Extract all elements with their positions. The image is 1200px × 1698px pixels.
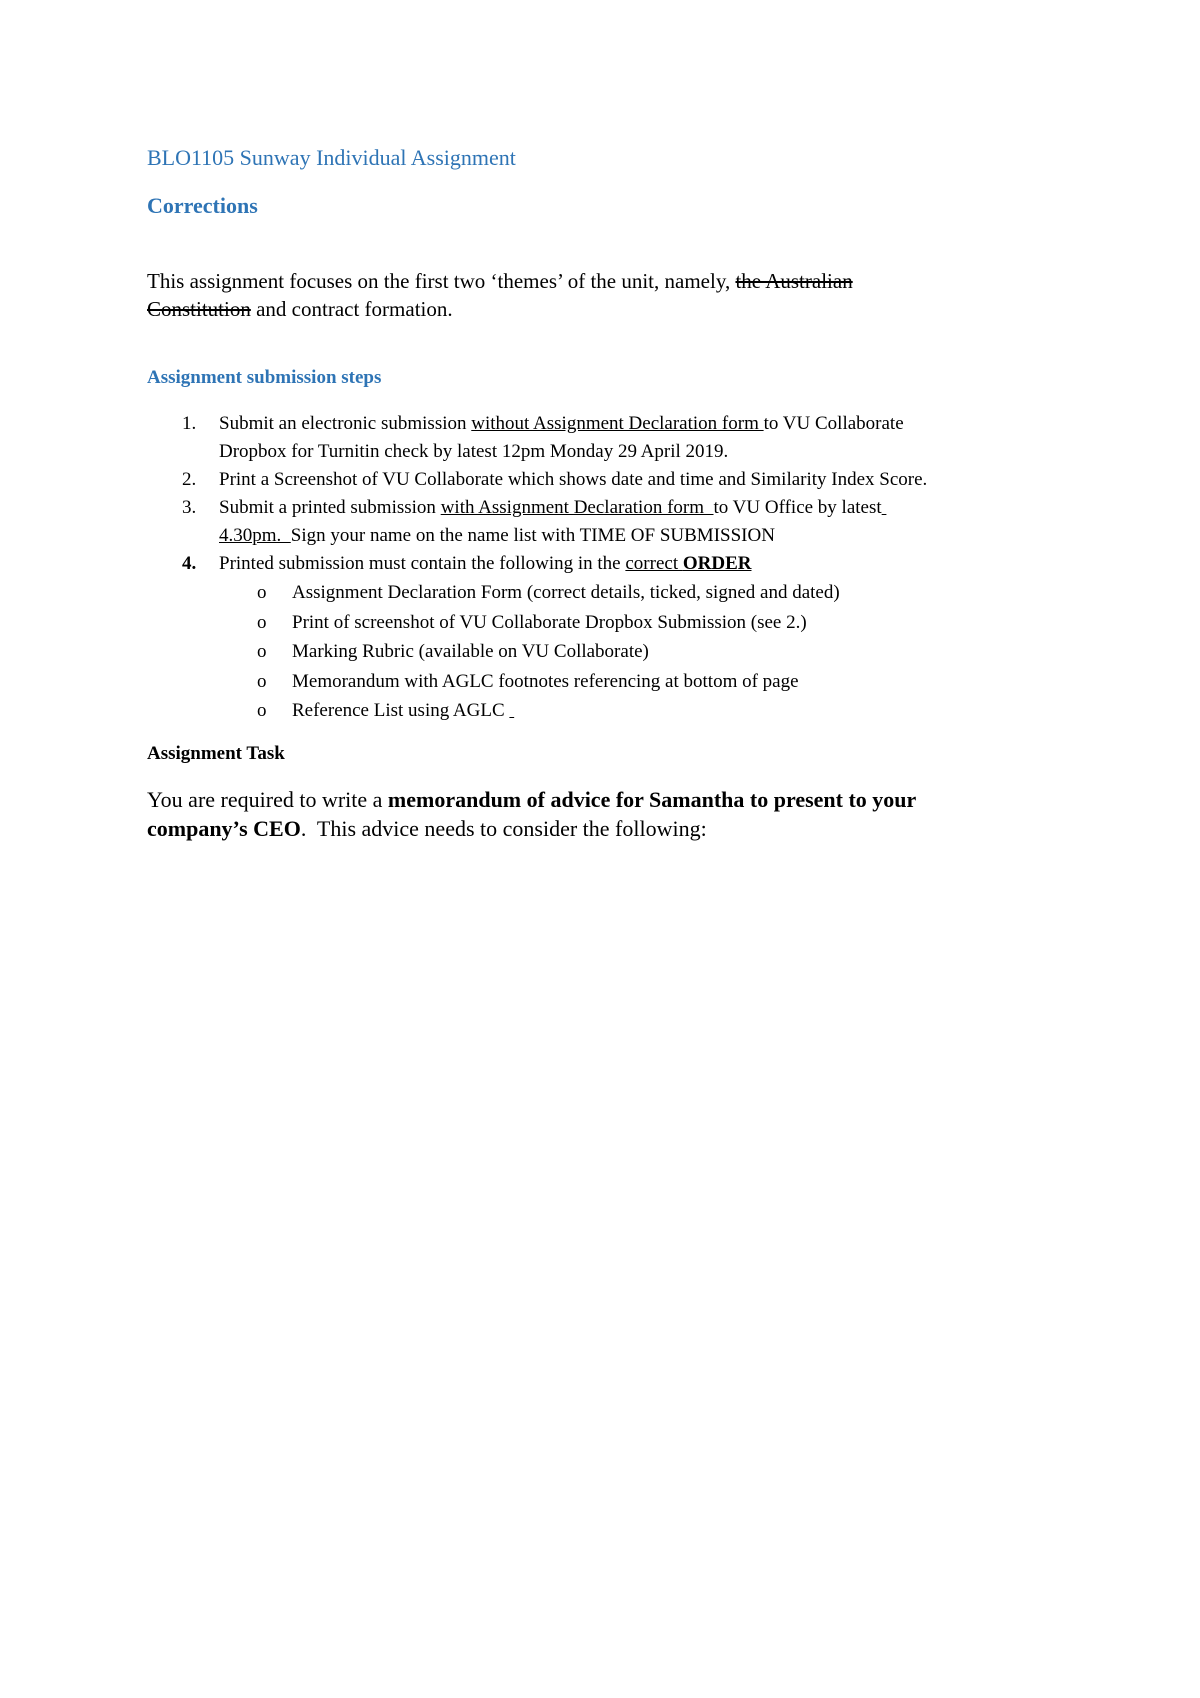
intro-text-2: and contract formation. — [250, 297, 453, 321]
sub-list-item — [147, 608, 1107, 638]
task-bold-text: company’s CEO — [147, 816, 301, 841]
task-line-2 — [147, 814, 1087, 843]
step-number: 4. — [182, 553, 197, 574]
step-number: 3. — [182, 497, 197, 518]
step-3 — [147, 494, 1107, 550]
assignment-task-heading: Assignment Task — [147, 743, 285, 764]
intro-text-1: This assignment focuses on the first two ‘themes’ of the unit, namely, — [147, 269, 736, 293]
step-2 — [147, 466, 1107, 494]
step-1-line-2: Dropbox for Turnitin check by latest 12pm Monday 29 April 2019. — [219, 441, 729, 462]
order-sub-list — [147, 578, 1107, 726]
circle-bullet-icon: o — [257, 641, 267, 662]
sub-list-item-text: Print of screenshot of VU Collaborate Dropbox Submission (see 2.) — [292, 611, 807, 633]
submission-steps-heading: Assignment submission steps — [147, 367, 382, 388]
task-text: . This advice needs to consider the following: — [300, 816, 707, 841]
intro-strikethrough-1: the Australian — [735, 269, 853, 293]
step-3-line-2 — [219, 522, 1107, 550]
circle-bullet-icon: o — [257, 670, 267, 692]
assignment-task-paragraph — [147, 785, 1087, 843]
step-underlined-time: 4.30pm. — [219, 525, 291, 546]
sub-list-item-text: Memorandum with AGLC footnotes referencing at bottom of page — [292, 670, 799, 692]
submission-steps-list — [147, 410, 1107, 726]
step-1-line-1 — [219, 410, 1107, 438]
circle-bullet-icon: o — [257, 582, 267, 603]
intro-line-2 — [147, 295, 1087, 323]
sub-list-item-text: Marking Rubric (available on VU Collaborate) — [292, 641, 649, 662]
step-text: Submit an electronic submission — [219, 413, 472, 434]
corrections-heading: Corrections — [147, 193, 258, 218]
step-number: 2. — [182, 469, 197, 490]
sub-list-item — [147, 578, 1107, 608]
task-bold-text: memorandum of advice for Samantha to present to your — [387, 787, 917, 812]
step-text: Printed submission must contain the following in the — [219, 553, 626, 574]
step-1 — [147, 410, 1107, 466]
sub-list-item — [147, 637, 1107, 667]
step-text: to VU Collaborate — [763, 413, 904, 434]
sub-list-item — [147, 667, 1107, 697]
step-number: 1. — [182, 413, 197, 434]
task-line-1 — [147, 785, 1087, 814]
step-underlined-text: correct — [625, 553, 683, 574]
step-3-line-1 — [219, 494, 1107, 522]
circle-bullet-icon: o — [257, 700, 267, 721]
document-title: BLO1105 Sunway Individual Assignment — [147, 145, 516, 170]
task-text: You are required to write a — [147, 787, 388, 812]
sub-list-item — [147, 696, 1107, 726]
step-text: Submit a printed submission — [219, 497, 441, 518]
step-underlined-text: with Assignment Declaration form — [440, 497, 714, 518]
intro-line-1 — [147, 267, 1087, 295]
step-bold-underlined-text: ORDER — [682, 553, 752, 574]
step-text: to VU Office by latest — [713, 497, 882, 518]
step-4 — [147, 550, 1107, 578]
sub-list-item-text: Reference List using AGLC — [292, 700, 510, 721]
intro-strikethrough-2: Constitution — [147, 297, 251, 321]
sub-list-item-underlined-space — [509, 700, 514, 721]
intro-paragraph — [147, 267, 1087, 323]
step-underlined-space — [882, 497, 887, 518]
sub-list-item-text: Assignment Declaration Form (correct details, ticked, signed and dated) — [292, 582, 840, 603]
circle-bullet-icon: o — [257, 611, 267, 633]
step-underlined-text: without Assignment Declaration form — [471, 413, 764, 434]
step-text: Sign your name on the name list with TIME OF SUBMISSION — [290, 525, 775, 546]
step-4-text — [219, 550, 1107, 578]
step-2-text: Print a Screenshot of VU Collaborate which shows date and time and Similarity Index Score. — [219, 469, 928, 490]
